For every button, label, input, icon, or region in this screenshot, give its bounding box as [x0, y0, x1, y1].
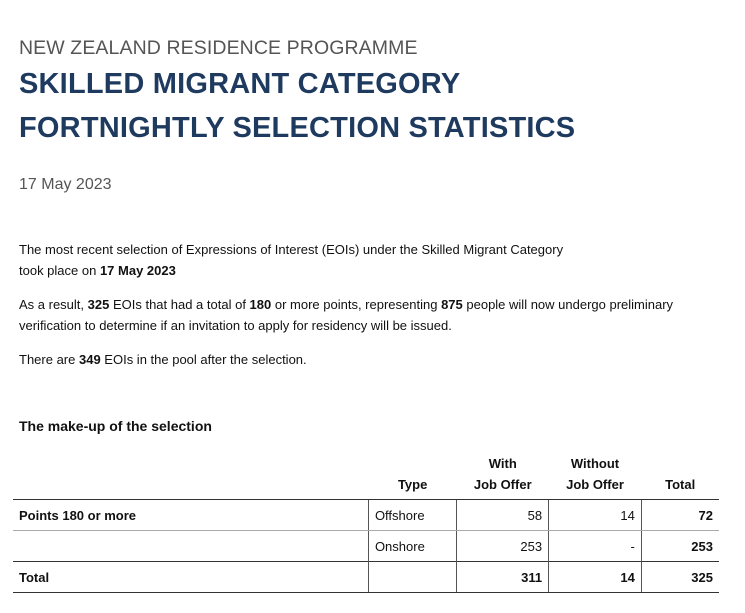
- totals-total: 325: [641, 562, 719, 593]
- result-line2: verification to determine if an invitation to apply for residency will be issued.: [19, 318, 452, 333]
- programme-kicker: NEW ZEALAND RESIDENCE PROGRAMME: [19, 37, 418, 59]
- selection-section-heading: The make-up of the selection: [19, 418, 212, 434]
- pool-count: 349: [78, 352, 101, 367]
- pool-text-b: EOIs in the pool after the selection.: [100, 352, 307, 367]
- result-text-d: people will now undergo preliminary: [462, 297, 674, 312]
- row-total: 72: [641, 500, 719, 531]
- page-title-line2: FORTNIGHTLY SELECTION STATISTICS: [19, 112, 576, 144]
- table-row: [13, 531, 719, 562]
- header-total: Total: [641, 453, 719, 500]
- totals-type: [368, 562, 456, 593]
- group-label-empty: [13, 531, 368, 562]
- result-points: 180: [249, 297, 272, 312]
- row-type: Onshore: [368, 531, 456, 562]
- header-without-line2: Job Offer: [566, 477, 624, 492]
- result-people-count: 875: [441, 297, 463, 312]
- row-type: Offshore: [368, 500, 456, 531]
- result-text-c: or more points, representing: [271, 297, 442, 312]
- intro-date: 17 May 2023: [99, 263, 176, 278]
- pool-text-a: There are: [19, 352, 79, 367]
- header-with-job-offer: [457, 453, 549, 500]
- totals-without: 14: [549, 562, 642, 593]
- header-type: Type: [368, 453, 456, 500]
- totals-with: 311: [457, 562, 549, 593]
- table-row: [13, 500, 719, 531]
- header-empty: [13, 453, 368, 500]
- totals-label: Total: [13, 562, 368, 593]
- intro-paragraph: [19, 239, 563, 281]
- header-with-line2: Job Offer: [473, 477, 532, 492]
- row-total: 253: [641, 531, 719, 562]
- result-eoi-count: 325: [87, 297, 110, 312]
- intro-line1: The most recent selection of Expressions of Interest (EOIs) under the Skilled Migrant Category: [19, 242, 564, 257]
- header-with-line1: With: [488, 456, 517, 471]
- row-with: 58: [457, 500, 549, 531]
- intro-line2-prefix: took place on: [19, 263, 100, 278]
- selection-table: [13, 453, 719, 593]
- result-text-a: As a result,: [19, 297, 88, 312]
- totals-row: [13, 562, 719, 593]
- header-without-line1: Without: [570, 456, 620, 471]
- header-without-job-offer: [549, 453, 642, 500]
- result-text-b: EOIs that had a total of: [109, 297, 250, 312]
- row-without: -: [549, 531, 642, 562]
- pool-paragraph: [19, 349, 307, 370]
- group-label: Points 180 or more: [13, 500, 368, 531]
- selection-date: 17 May 2023: [19, 176, 112, 193]
- page-title-line1: SKILLED MIGRANT CATEGORY: [19, 68, 461, 100]
- result-paragraph: [19, 294, 673, 336]
- row-with: 253: [457, 531, 549, 562]
- table-header-row: [13, 453, 719, 500]
- row-without: 14: [549, 500, 642, 531]
